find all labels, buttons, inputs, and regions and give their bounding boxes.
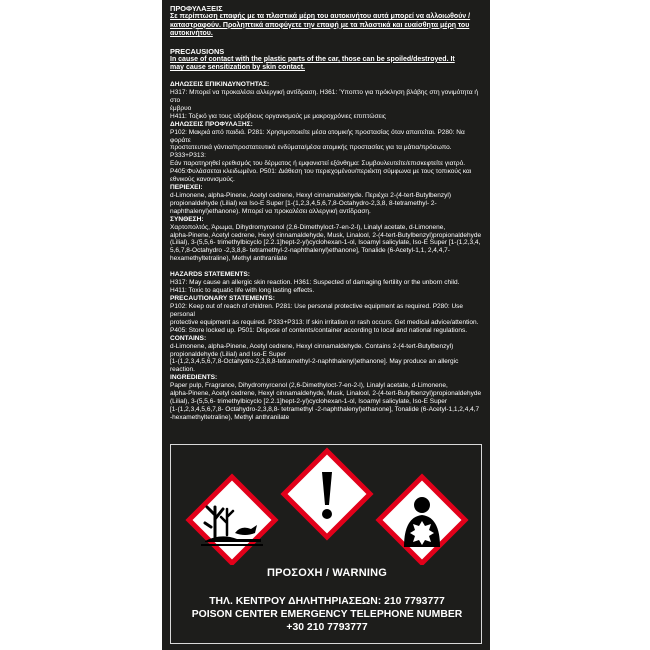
greek-precaution-text: P405:Φυλάσσεται κλειδωμένο. P501: Διάθεση του περιεχομένου/περιέκτη σύμφωνα με τους τοπικούς και xyxy=(170,168,472,176)
english-contains-text: d-Limonene, alpha-Pinene, Acetyl cedrene, Hexyl cinnamaldehyde. Contains 2-(4-tert-Butylbenzyl) xyxy=(170,342,454,350)
greek-hazard-text: έμβρυο xyxy=(170,104,192,112)
greek-warning-line-1: Σε περίπτωση επαφής με τα πλαστικά μέρη του αυτοκινήτου αυτά μπορεί να αλλοιωθούν / xyxy=(170,13,471,20)
greek-precaution-heading: ΔΗΛΩΣΕΙΣ ΠΡΟΦΥΛΑΞΗΣ: xyxy=(170,120,253,128)
poison-center-phone-number: +30 210 7793777 xyxy=(286,622,368,633)
greek-warning-line-2: καταστραφούν. Προληπτικά αποφύγετε την επαφή με τα πλαστικά και ευαίσθητα μέρη του xyxy=(170,21,470,29)
english-ingredients-text: alpha-Pinene, Acetyl cedrene, Hexyl cinnamaldehyde, Musk, Linalool, 2-(4-tert-Butylbenzyl)propionaldehyde xyxy=(170,390,482,398)
greek-precautions-title: ΠΡΟΦΥΛΑΞΕΙΣ xyxy=(170,4,223,13)
english-precaution-text: protective equipment as required. P333+P313: If skin irritation or rash occurs: Get medical advice/attention. xyxy=(170,318,479,326)
english-warning-line-1: In cause of contact with the plastic parts of the car, those can be spoiled/destroyed. It xyxy=(170,55,455,63)
english-contains-heading: CONTAINS: xyxy=(170,334,207,342)
greek-hazard-text: H411: Τοξικό για τους υδρόβιους οργανισμούς με μακροχρόνιες επιπτώσεις xyxy=(170,112,386,120)
english-ingredients-text: Paper pulp, Fragrance, Dihydromyrcenol (2,6-Dimethyloct-7-en-2-l), Linalyl acetate, d-Limonene, xyxy=(170,382,448,390)
english-contains-text: [1-(1,2,3,4,5,6,7,8-Octahydro-2,3,8,8-tetramethyl-2-naphthalenyl)ethanone]. May produce an allergic xyxy=(170,358,459,366)
english-ingredients-text: [1-(1,2,3,4,5,6,7,8- Octahydro-2,3,8,8- tetramethyl -2-naphthalenyl)ethanone], Tonalide (6-Acetyl-1,1,2,4,4,7 xyxy=(170,405,480,413)
english-contains-text: reaction. xyxy=(170,366,195,374)
poison-center-label-english: POISON CENTER EMERGENCY TELEPHONE NUMBER xyxy=(191,609,463,620)
english-warning-line-2: may cause sensitization by skin contact. xyxy=(170,64,305,72)
english-ingredients-heading: INGREDIENTS: xyxy=(170,374,218,382)
greek-composition-heading: ΣΥΝΘΕΣΗ: xyxy=(170,215,204,223)
environment-hazard-icon xyxy=(189,477,275,563)
greek-precaution-text: Εάν παρατηρηθεί ερεθισμός του δέρματος ή εμφανιστεί εξάνθημα: Συμβουλευτείτε/επισκεφτείτε γιατρό. xyxy=(170,160,466,168)
label-text-area xyxy=(170,4,484,422)
english-ingredients-text: -hexamethyltetraline), Methyl anthranilate xyxy=(170,413,290,421)
poison-center-phone-greek: ΤΗΛ. ΚΕΝΤΡΟΥ ΔΗΛΗΤΗΡΙΑΣΕΩΝ: 210 7793777 xyxy=(209,596,445,607)
greek-contains-heading: ΠΕΡΙΕΧΕΙ: xyxy=(170,183,203,191)
health-hazard-icon xyxy=(379,477,465,563)
greek-composition-text: 5,6,7,8-Octahydro -2,3,8,8- tetramethyl-2-naphthalenyl)ethanone], Tonalide (6-Acetyl-1,1, 2,4,4,7- xyxy=(170,247,450,255)
english-precautions-title: PRECAUSIONS xyxy=(170,46,225,56)
greek-composition-text: alpha-Pinene, Acetyl cedrene, Hexyl cinnamaldehyde, Musk, Linalool, 2-(4-tert-Butylbenzyl)propionaldehyde xyxy=(170,231,482,239)
product-label xyxy=(162,0,490,650)
greek-precaution-text: προστατευτικά γάντια/προστατευτικά ενδύματα/μέσα ατομικής προστασίας για τα μάτια/πρόσωπο. P333+P313: xyxy=(170,144,452,160)
greek-contains-text: propionaldehyde (Lilial) και Iso-E Super [1-(1,2,3,4,5,6,7,8-Octahydro-2,3,8, 8-tetramethyl- 2- xyxy=(170,199,437,207)
greek-precaution-text: P102: Μακριά από παιδιά. P281: Χρησιμοποιείτε μέσα ατομικής προστασίας όταν απαιτείται. P280: Να φοράτε xyxy=(170,128,465,144)
english-precaution-heading: PRECAUTIONARY STATEMENTS: xyxy=(170,295,275,302)
greek-warning-line-3: αυτοκινήτου. xyxy=(170,30,213,38)
greek-contains-text: d-Limonene, alpha-Pinene, Acetyl cedrene, Hexyl cinnamaldehyde. Περιέχει 2-(4-tert-Butylbenzyl) xyxy=(170,191,451,199)
greek-composition-text: hexamethyltetraline), Methyl anthranilate xyxy=(170,255,288,263)
greek-precaution-text: εθνικούς κανονισμούς. xyxy=(170,176,235,184)
english-precaution-text: P405: Store locked up. P501: Dispose of contents/container according to local and national regulations. xyxy=(170,326,468,334)
english-contains-text: propionaldehyde (Lilial) and Iso-E Super xyxy=(170,350,286,358)
greek-composition-text: (Lilial), 3-(5,5,6- trimethylbicyclo [2.2.1]hept-2-yl)cyclohexan-1-ol, Isoamyl salicylate, Iso-E Super [1-(1,2,3,4, xyxy=(170,239,481,247)
english-precaution-text: P102: Keep out of reach of children. P281: Use personal protective equipment as required. P280: Use personal xyxy=(170,303,464,318)
hazard-pictograms xyxy=(171,445,483,565)
english-hazard-text: H411: Toxic to aquatic life with long lasting effects. xyxy=(170,287,315,295)
greek-hazard-text: H317: Μπορεί να προκαλέσει αλλεργική αντίδραση. H361: Ύποπτο για πρόκληση βλάβης στη γονιμότητα ή στο xyxy=(170,88,479,104)
poison-center-info xyxy=(171,595,483,634)
english-ingredients-text: (Lilial), 3-(5,5,6- trimethylbicyclo [2.2.1]hept-2-yl)cyclohexan-1-ol, Isoamyl salicylate, Iso-E Super xyxy=(170,398,448,406)
english-hazard-heading: HAZARDS STATEMENTS: xyxy=(170,271,250,279)
greek-hazard-heading: ΔΗΛΩΣΕΙΣ ΕΠΙΚΙΝΔΥΝΟΤΗΤΑΣ: xyxy=(170,80,270,88)
hazard-warning-box xyxy=(170,444,482,644)
exclamation-mark-icon xyxy=(284,451,370,537)
signal-word: ΠΡΟΣΟΧΗ / WARNING xyxy=(266,567,387,579)
greek-composition-text: Χαρτοπολτός, Άρωμα, Dihydromyrcenol (2,6-Dimethyloct-7-en-2-l), Linalyl acetate, d-Limonene, xyxy=(170,223,446,231)
greek-contains-text: naphthalenyl)ethanone). Μπορεί να προκαλέσει αλλεργική αντίδραση. xyxy=(170,207,371,215)
english-hazard-text: H317: May cause an allergic skin reaction. H361: Suspected of damaging fertility or the unborn child. xyxy=(170,279,460,287)
